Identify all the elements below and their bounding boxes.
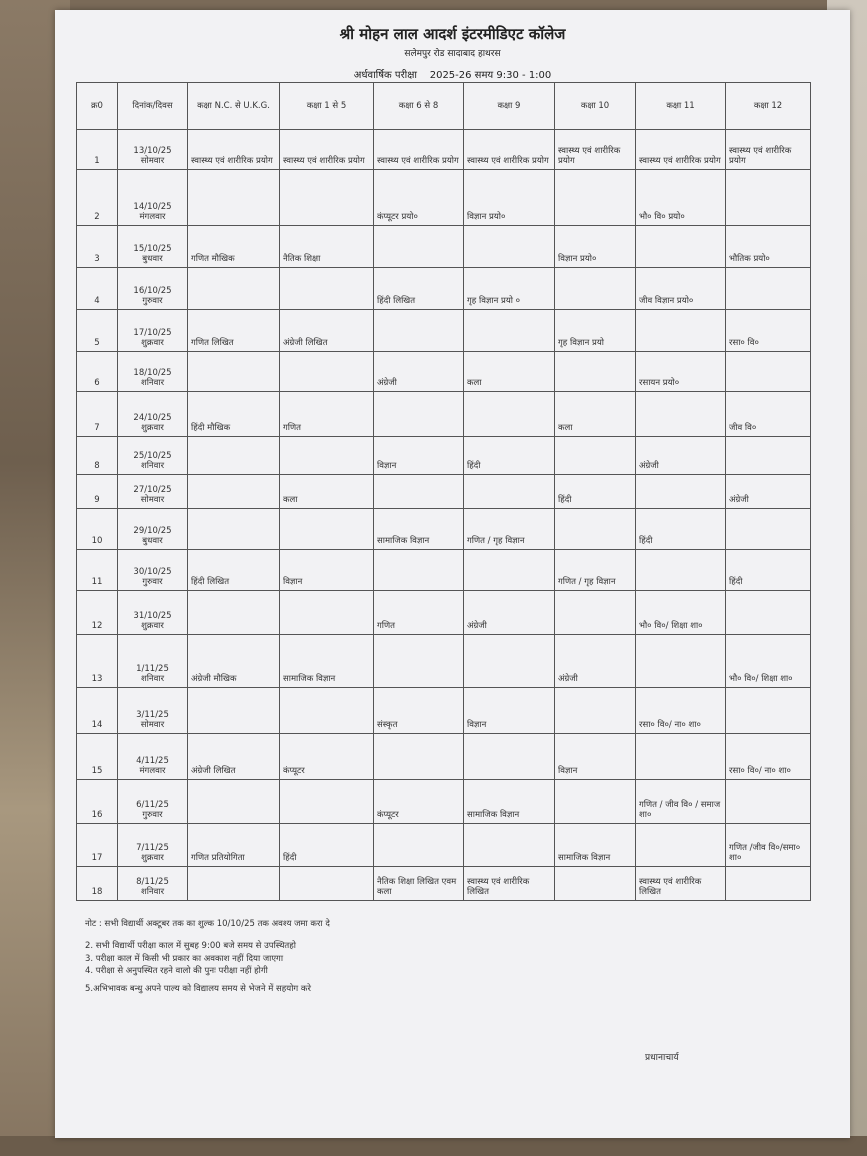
subject-cell bbox=[188, 688, 280, 734]
exam-day: शनिवार bbox=[140, 461, 165, 472]
subject-cell bbox=[374, 734, 464, 780]
note-line: 3. परीक्षा काल में किसी भी प्रकार का अवकाश नहीं दिया जाएगा bbox=[85, 953, 284, 964]
subject-cell bbox=[555, 509, 636, 550]
note-line: 4. परीक्षा से अनुपस्थित रहने वालो की पुनः परीक्षा नहीं होगी bbox=[85, 965, 268, 976]
subject-cell bbox=[555, 437, 636, 475]
subject-cell bbox=[374, 475, 464, 509]
subject-cell bbox=[636, 392, 726, 437]
subject-cell bbox=[636, 734, 726, 780]
column-header: क्र0 bbox=[77, 83, 118, 130]
subject-cell: गणित bbox=[374, 591, 464, 635]
subject-cell: जीव वि० bbox=[726, 392, 811, 437]
subject-cell: अंग्रेजी मौखिक bbox=[188, 635, 280, 688]
subject-cell bbox=[726, 437, 811, 475]
exam-date: 7/11/25 bbox=[136, 842, 169, 853]
date-cell bbox=[118, 170, 188, 226]
subject-cell bbox=[464, 635, 555, 688]
notes-section bbox=[85, 918, 825, 996]
subject-cell: नैतिक शिक्षा bbox=[280, 226, 374, 268]
subject-cell: गृह विज्ञान प्रयो bbox=[555, 310, 636, 352]
subject-cell: विज्ञान bbox=[374, 437, 464, 475]
subject-cell bbox=[726, 688, 811, 734]
date-cell bbox=[118, 591, 188, 635]
subject-cell bbox=[374, 226, 464, 268]
exam-date: 27/10/25 bbox=[133, 484, 172, 495]
table-row bbox=[77, 509, 811, 550]
table-row bbox=[77, 867, 811, 901]
exam-date: 18/10/25 bbox=[133, 367, 172, 378]
table-row bbox=[77, 475, 811, 509]
date-cell bbox=[118, 509, 188, 550]
date-cell bbox=[118, 635, 188, 688]
row-number: 15 bbox=[77, 734, 118, 780]
exam-date: 15/10/25 bbox=[133, 243, 172, 254]
subject-cell: विज्ञान bbox=[464, 688, 555, 734]
subject-cell: भौ० वि०/ शिक्षा शा० bbox=[636, 591, 726, 635]
subject-cell bbox=[555, 352, 636, 392]
note-line: नोट : सभी विद्यार्थी अक्टूबर तक का शुल्क 10/10/25 तक अवश्य जमा करा दे bbox=[85, 919, 330, 929]
subject-cell: अंग्रेजी bbox=[636, 437, 726, 475]
column-header: कक्षा 10 bbox=[555, 83, 636, 130]
subject-cell: गणित / गृह विज्ञान bbox=[555, 550, 636, 591]
subject-cell: अंग्रेजी लिखित bbox=[188, 734, 280, 780]
subject-cell bbox=[464, 310, 555, 352]
subject-cell: सामाजिक विज्ञान bbox=[374, 509, 464, 550]
exam-date: 29/10/25 bbox=[133, 525, 172, 536]
row-number: 18 bbox=[77, 867, 118, 901]
subject-cell bbox=[555, 688, 636, 734]
table-row bbox=[77, 591, 811, 635]
exam-day: बुधवार bbox=[142, 254, 163, 265]
subject-cell bbox=[188, 170, 280, 226]
schedule-table bbox=[76, 82, 811, 901]
subject-cell bbox=[555, 591, 636, 635]
subject-cell bbox=[188, 475, 280, 509]
subject-cell: रसायन प्रयो० bbox=[636, 352, 726, 392]
subject-cell bbox=[188, 591, 280, 635]
table-row bbox=[77, 130, 811, 170]
subject-cell: अंग्रेजी लिखित bbox=[280, 310, 374, 352]
subject-cell: कला bbox=[555, 392, 636, 437]
exam-day: गुरुवार bbox=[142, 296, 163, 307]
subject-cell: कंप्यूटर bbox=[374, 780, 464, 824]
subject-cell: स्वास्थ्य एवं शारीरिक लिखित bbox=[636, 867, 726, 901]
subject-cell: भौतिक प्रयो० bbox=[726, 226, 811, 268]
date-cell bbox=[118, 392, 188, 437]
exam-date: 25/10/25 bbox=[133, 450, 172, 461]
subject-cell: हिंदी bbox=[726, 550, 811, 591]
subject-cell bbox=[464, 226, 555, 268]
subject-cell: हिंदी bbox=[555, 475, 636, 509]
table-row bbox=[77, 780, 811, 824]
exam-day: सोमवार bbox=[140, 495, 165, 506]
subject-cell: गृह विज्ञान प्रयो ० bbox=[464, 268, 555, 310]
subject-cell: गणित प्रतियोगिता bbox=[188, 824, 280, 867]
date-cell bbox=[118, 688, 188, 734]
exam-date: 4/11/25 bbox=[136, 755, 169, 766]
subject-cell: सामाजिक विज्ञान bbox=[280, 635, 374, 688]
subject-cell bbox=[726, 780, 811, 824]
subject-cell: अंग्रेजी bbox=[374, 352, 464, 392]
subject-cell bbox=[555, 170, 636, 226]
subject-cell bbox=[555, 268, 636, 310]
exam-day: मंगलवार bbox=[139, 766, 166, 777]
subject-cell bbox=[464, 734, 555, 780]
exam-day: शुक्रवार bbox=[141, 853, 164, 864]
date-cell bbox=[118, 310, 188, 352]
exam-day: सोमवार bbox=[140, 156, 165, 167]
subject-cell bbox=[464, 824, 555, 867]
subject-cell bbox=[555, 867, 636, 901]
subject-cell: जीव विज्ञान प्रयो० bbox=[636, 268, 726, 310]
row-number: 5 bbox=[77, 310, 118, 352]
subject-cell: हिंदी bbox=[280, 824, 374, 867]
subject-cell: भौ० वि०/ शिक्षा शा० bbox=[726, 635, 811, 688]
exam-day: गुरुवार bbox=[142, 577, 163, 588]
table-row bbox=[77, 226, 811, 268]
exam-date: 31/10/25 bbox=[133, 610, 172, 621]
subject-cell: गणित लिखित bbox=[188, 310, 280, 352]
subject-cell: विज्ञान bbox=[555, 734, 636, 780]
subject-cell bbox=[636, 824, 726, 867]
subject-cell bbox=[636, 475, 726, 509]
subject-cell bbox=[464, 475, 555, 509]
date-cell bbox=[118, 867, 188, 901]
date-cell bbox=[118, 824, 188, 867]
subject-cell: रसा० वि०/ ना० शा० bbox=[636, 688, 726, 734]
table-row bbox=[77, 268, 811, 310]
table-row bbox=[77, 635, 811, 688]
row-number: 1 bbox=[77, 130, 118, 170]
exam-date: 16/10/25 bbox=[133, 285, 172, 296]
date-cell bbox=[118, 268, 188, 310]
exam-date: 13/10/25 bbox=[133, 145, 172, 156]
table-row bbox=[77, 824, 811, 867]
subject-cell: हिंदी मौखिक bbox=[188, 392, 280, 437]
date-cell bbox=[118, 550, 188, 591]
subject-cell: अंग्रेजी bbox=[555, 635, 636, 688]
exam-date: 3/11/25 bbox=[136, 709, 169, 720]
subject-cell: गणित /जीव वि०/समा० शा० bbox=[726, 824, 811, 867]
subject-cell: सामाजिक विज्ञान bbox=[464, 780, 555, 824]
subject-cell bbox=[280, 688, 374, 734]
column-header: कक्षा 1 से 5 bbox=[280, 83, 374, 130]
subject-cell: हिंदी लिखित bbox=[188, 550, 280, 591]
background-bottom bbox=[0, 1136, 867, 1156]
date-cell bbox=[118, 475, 188, 509]
exam-date: 30/10/25 bbox=[133, 566, 172, 577]
date-cell bbox=[118, 352, 188, 392]
exam-date: 14/10/25 bbox=[133, 201, 172, 212]
subject-cell bbox=[726, 268, 811, 310]
subject-cell: गणित / गृह विज्ञान bbox=[464, 509, 555, 550]
column-header: कक्षा 9 bbox=[464, 83, 555, 130]
row-number: 8 bbox=[77, 437, 118, 475]
row-number: 11 bbox=[77, 550, 118, 591]
subject-cell: भौ० वि० प्रयो० bbox=[636, 170, 726, 226]
subject-cell: हिंदी bbox=[464, 437, 555, 475]
subject-cell: हिंदी bbox=[636, 509, 726, 550]
subject-cell bbox=[188, 867, 280, 901]
subject-cell bbox=[374, 550, 464, 591]
exam-date: 24/10/25 bbox=[133, 412, 172, 423]
subject-cell: अंग्रेजी bbox=[464, 591, 555, 635]
subject-cell bbox=[280, 867, 374, 901]
exam-date: 17/10/25 bbox=[133, 327, 172, 338]
table-header-row bbox=[77, 83, 811, 130]
subject-cell: सामाजिक विज्ञान bbox=[555, 824, 636, 867]
table-row bbox=[77, 352, 811, 392]
subject-cell bbox=[280, 437, 374, 475]
table-row bbox=[77, 392, 811, 437]
subject-cell bbox=[636, 635, 726, 688]
row-number: 12 bbox=[77, 591, 118, 635]
subject-cell bbox=[464, 392, 555, 437]
table-row bbox=[77, 310, 811, 352]
row-number: 17 bbox=[77, 824, 118, 867]
subject-cell: स्वास्थ्य एवं शारीरिक प्रयोग bbox=[555, 130, 636, 170]
table-row bbox=[77, 437, 811, 475]
exam-day: मंगलवार bbox=[139, 212, 166, 223]
exam-date: 8/11/25 bbox=[136, 876, 169, 887]
exam-day: बुधवार bbox=[142, 536, 163, 547]
college-address: सलेमपुर रोड सादाबाद हाथरस bbox=[404, 49, 501, 59]
subject-cell bbox=[280, 268, 374, 310]
subject-cell: स्वास्थ्य एवं शारीरिक प्रयोग bbox=[374, 130, 464, 170]
row-number: 9 bbox=[77, 475, 118, 509]
subject-cell bbox=[188, 437, 280, 475]
subject-cell: कला bbox=[464, 352, 555, 392]
subject-cell: स्वास्थ्य एवं शारीरिक प्रयोग bbox=[636, 130, 726, 170]
subject-cell: गणित / जीव वि० / समाज शा० bbox=[636, 780, 726, 824]
subject-cell: हिंदी लिखित bbox=[374, 268, 464, 310]
row-number: 14 bbox=[77, 688, 118, 734]
subject-cell: नैतिक शिक्षा लिखित एवम कला bbox=[374, 867, 464, 901]
subject-cell: स्वास्थ्य एवं शारीरिक प्रयोग bbox=[726, 130, 811, 170]
subject-cell: कंप्यूटर bbox=[280, 734, 374, 780]
subject-cell: रसा० वि० bbox=[726, 310, 811, 352]
subject-cell bbox=[636, 226, 726, 268]
exam-day: शुक्रवार bbox=[141, 423, 164, 434]
subject-cell bbox=[636, 310, 726, 352]
exam-date: 1/11/25 bbox=[136, 663, 169, 674]
exam-day: शनिवार bbox=[140, 674, 165, 685]
subject-cell bbox=[374, 392, 464, 437]
subject-cell bbox=[188, 780, 280, 824]
exam-day: शनिवार bbox=[140, 378, 165, 389]
subject-cell bbox=[280, 509, 374, 550]
exam-day: शुक्रवार bbox=[141, 338, 164, 349]
subject-cell bbox=[636, 550, 726, 591]
subject-cell: विज्ञान प्रयो० bbox=[555, 226, 636, 268]
subject-cell bbox=[726, 352, 811, 392]
subject-cell bbox=[280, 170, 374, 226]
date-cell bbox=[118, 437, 188, 475]
subject-cell: स्वास्थ्य एवं शारीरिक लिखित bbox=[464, 867, 555, 901]
subject-cell: अंग्रेजी bbox=[726, 475, 811, 509]
date-cell bbox=[118, 734, 188, 780]
row-number: 10 bbox=[77, 509, 118, 550]
subject-cell bbox=[374, 310, 464, 352]
row-number: 4 bbox=[77, 268, 118, 310]
date-cell bbox=[118, 130, 188, 170]
table-row bbox=[77, 170, 811, 226]
college-name: श्री मोहन लाल आदर्श इंटरमीडिएट कॉलेज bbox=[339, 25, 566, 43]
subject-cell bbox=[726, 170, 811, 226]
subject-cell bbox=[555, 780, 636, 824]
subject-cell: गणित bbox=[280, 392, 374, 437]
table-row bbox=[77, 550, 811, 591]
subject-cell: स्वास्थ्य एवं शारीरिक प्रयोग bbox=[188, 130, 280, 170]
subject-cell: संस्कृत bbox=[374, 688, 464, 734]
date-cell bbox=[118, 226, 188, 268]
subject-cell bbox=[188, 268, 280, 310]
table-row bbox=[77, 734, 811, 780]
subject-cell: विज्ञान प्रयो० bbox=[464, 170, 555, 226]
subject-cell bbox=[726, 867, 811, 901]
exam-day: गुरुवार bbox=[142, 810, 163, 821]
subject-cell bbox=[374, 824, 464, 867]
row-number: 2 bbox=[77, 170, 118, 226]
exam-schedule-sheet bbox=[55, 10, 850, 1138]
subject-cell: स्वास्थ्य एवं शारीरिक प्रयोग bbox=[280, 130, 374, 170]
row-number: 7 bbox=[77, 392, 118, 437]
exam-title: अर्धवार्षिक परीक्षा 2025-26 समय 9:30 - 1:00 bbox=[353, 70, 552, 81]
row-number: 3 bbox=[77, 226, 118, 268]
exam-day: शुक्रवार bbox=[141, 621, 164, 632]
subject-cell bbox=[280, 352, 374, 392]
subject-cell: विज्ञान bbox=[280, 550, 374, 591]
subject-cell bbox=[374, 635, 464, 688]
column-header: दिनांक/दिवस bbox=[118, 83, 188, 130]
subject-cell: रसा० वि०/ ना० शा० bbox=[726, 734, 811, 780]
note-line: 2. सभी विद्यार्थी परीक्षा काल में सुबह 9:00 बजे समय से उपस्थितहो bbox=[85, 941, 296, 952]
subject-cell: स्वास्थ्य एवं शारीरिक प्रयोग bbox=[464, 130, 555, 170]
exam-date: 6/11/25 bbox=[136, 799, 169, 810]
subject-cell bbox=[188, 509, 280, 550]
date-cell bbox=[118, 780, 188, 824]
row-number: 13 bbox=[77, 635, 118, 688]
exam-day: शनिवार bbox=[140, 887, 165, 898]
note-line: 5.अभिभावक बन्धु अपने पाल्य को विद्यालय समय से भेजने में सहयोग करे bbox=[85, 984, 311, 995]
subject-cell bbox=[280, 591, 374, 635]
row-number: 16 bbox=[77, 780, 118, 824]
subject-cell: गणित मौखिक bbox=[188, 226, 280, 268]
subject-cell: कंप्यूटर प्रयो० bbox=[374, 170, 464, 226]
exam-day: सोमवार bbox=[140, 720, 165, 731]
subject-cell bbox=[188, 352, 280, 392]
subject-cell bbox=[726, 591, 811, 635]
subject-cell: कला bbox=[280, 475, 374, 509]
row-number: 6 bbox=[77, 352, 118, 392]
column-header: कक्षा N.C. से U.K.G. bbox=[188, 83, 280, 130]
subject-cell bbox=[464, 550, 555, 591]
subject-cell bbox=[726, 509, 811, 550]
column-header: कक्षा 6 से 8 bbox=[374, 83, 464, 130]
column-header: कक्षा 11 bbox=[636, 83, 726, 130]
column-header: कक्षा 12 bbox=[726, 83, 811, 130]
table-row bbox=[77, 688, 811, 734]
subject-cell bbox=[280, 780, 374, 824]
principal-signature: प्रधानाचार्य bbox=[645, 1053, 679, 1063]
